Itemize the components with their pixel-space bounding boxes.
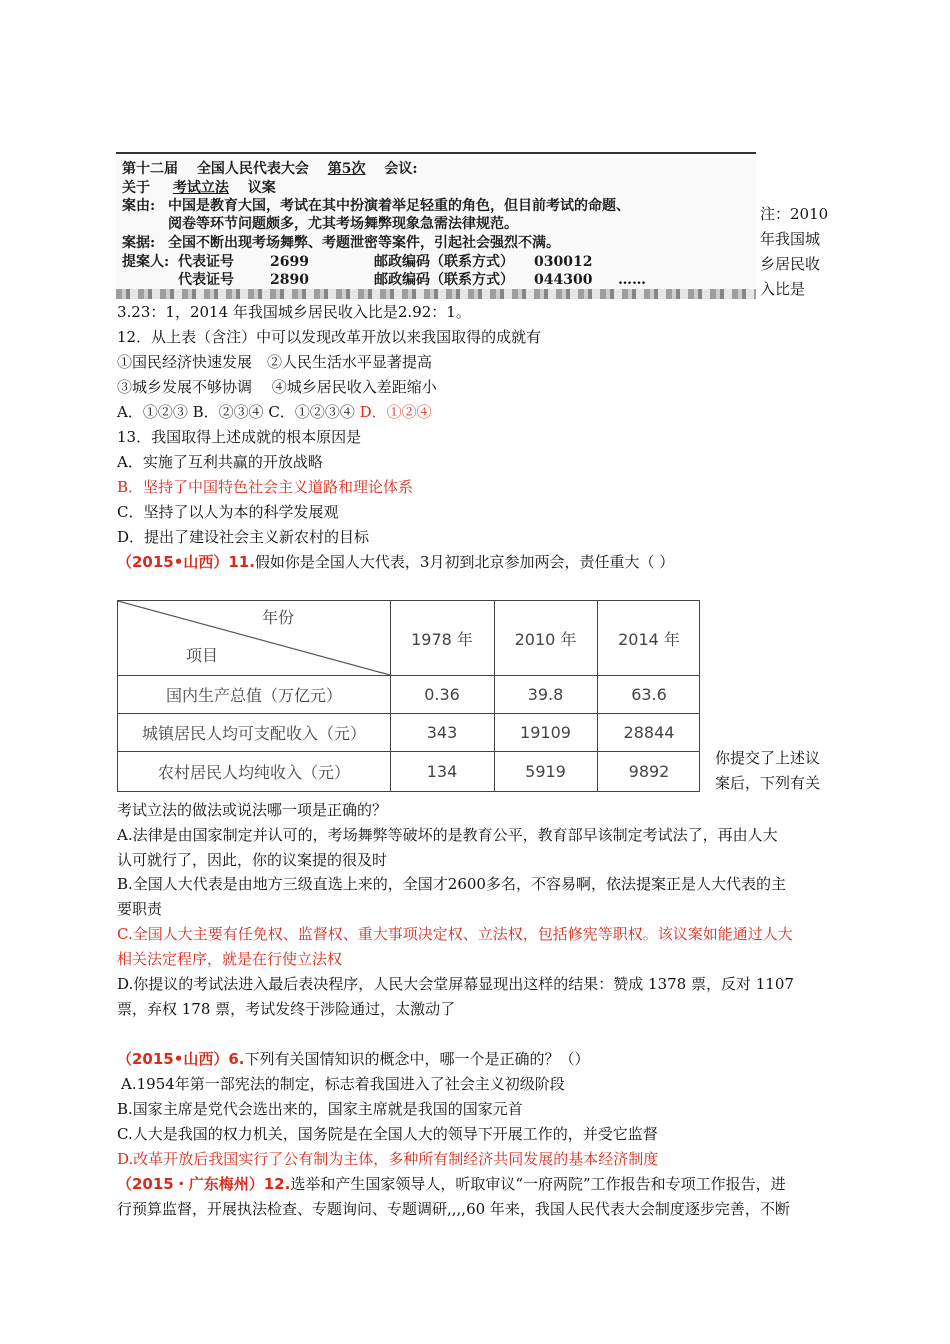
q6-stem: 下列有关国情知识的概念中，哪一个是正确的？（） (244, 1050, 590, 1068)
row-rural-1978: 134 (426, 761, 458, 781)
q11-option-a-line-1: A.法律是由国家制定并认可的，考场舞弊等破坏的是教育公平，教育部早该制定考试法了，再由人大 (117, 826, 778, 844)
proposal-rep-2 (178, 271, 646, 289)
postal-code: 044300 (534, 272, 593, 288)
q6-option-a: A.1954年第一部宪法的制定，标志着我国进入了社会主义初级阶段 (121, 1075, 565, 1093)
q11-option-d-line-2: 票，弃权 178 票，考试发终于涉险通过，太激动了 (117, 1000, 456, 1018)
header-year-label: 年份 (261, 607, 294, 627)
row-urban-label: 城镇居民人均可支配收入（元） (141, 723, 366, 743)
proposal-session-line (122, 160, 418, 178)
side-note-line: 注：2010 (760, 205, 829, 223)
rep-id-label: 代表证号 (178, 272, 234, 288)
meeting-label: 会议: (384, 161, 418, 177)
q11-stem-continuation: 考试立法的做法或说法哪一项是正确的？ (117, 801, 388, 819)
proposal-subject: 考试立法 (172, 180, 229, 196)
q6-option-c: C.人大是我国的权力机关，国务院是在全国人大的领导下开展工作的，并受它监督 (117, 1125, 658, 1143)
q13-stem: 13．我国取得上述成就的根本原因是 (117, 428, 362, 446)
q6-option-d-answer: D.改革开放后我国实行了公有制为主体，多种所有制经济共同发展的基本经济制度 (117, 1150, 659, 1168)
q11-stem-line (117, 552, 674, 572)
q11-option-c-line-2-answer: 相关法定程序，就是在行使立法权 (117, 950, 343, 968)
row-gdp-label: 国内生产总值（万亿元） (165, 685, 342, 705)
q12b-line-1 (117, 1174, 786, 1194)
q12-answer: D．①②④ (359, 403, 432, 421)
proposal-reason-2: 阅卷等环节问题颇多，尤其考场舞弊现象急需法律规范。 (168, 216, 518, 232)
proposal-type: 议案 (247, 180, 276, 196)
q6-option-b: B.国家主席是党代会选出来的，国家主席就是我国的国家元首 (117, 1100, 523, 1118)
proposal-reason-1: 中国是教育大国，考试在其中扮演着举足轻重的角色，但目前考试的命题、 (168, 198, 630, 214)
row-gdp-2010: 39.8 (527, 684, 564, 704)
postal-label: 邮政编码（联系方式） (374, 272, 514, 288)
q13-option-d: D．提出了建设社会主义新农村的目标 (117, 528, 370, 546)
postal-label: 邮政编码（联系方式） (374, 254, 514, 270)
q12-option-line-2: ③城乡发展不够协调 ④城乡居民收入差距缩小 (117, 378, 437, 396)
side-note-line: 年我国城 (760, 230, 821, 248)
row-rural-2010: 5919 (525, 761, 566, 781)
session-number: 第十二届 (122, 161, 178, 177)
proposal-basis-label: 案据: (122, 235, 156, 251)
q13-option-b-answer: B．坚持了中国特色社会主义道路和理论体系 (117, 478, 414, 496)
congress-name: 全国人民代表大会 (196, 161, 309, 177)
q6-stem-line (117, 1049, 590, 1069)
q13-option-a: A．实施了互利共赢的开放战略 (117, 453, 323, 471)
year-2014: 2014 年 (618, 629, 680, 649)
income-data-table (117, 600, 700, 792)
year-1978: 1978 年 (411, 629, 473, 649)
meeting-number: 第5次 (327, 161, 366, 177)
year-2010: 2010 年 (514, 629, 577, 649)
q12b-source: （2015・广东梅州）12. (117, 1175, 291, 1193)
side-note (760, 202, 828, 302)
proposal-basis: 全国不断出现考场舞弊、考题泄密等案件，引起社会强烈不满。 (168, 235, 560, 251)
ellipsis: …… (618, 272, 646, 288)
q12-note-continuation: 3.23：1，2014 年我国城乡居民收入比是2.92：1。 (117, 303, 471, 321)
proposal-reason-label: 案由: (122, 198, 156, 214)
row-rural-label: 农村居民人均纯收入（元） (157, 762, 350, 782)
q12-option-line-1: ①国民经济快速发展 ②人民生活水平显著提高 (117, 353, 433, 371)
q11-side-line: 你提交了上述议 (715, 749, 821, 767)
q12-choices-abc: A．①②③ B．②③④ C．①②③④ (117, 403, 355, 421)
scan-cutoff-text (116, 289, 756, 299)
row-rural-2014: 9892 (628, 761, 670, 781)
q13-option-c: C．坚持了以人为本的科学发展观 (117, 503, 339, 521)
row-urban-2010: 19109 (520, 722, 571, 742)
q11-option-b-line-1: B.全国人大代表是由地方三级直选上来的，全国才2600多名，不容易啊，依法提案正是人大代表的主 (117, 875, 786, 893)
q11-stem: 假如你是全国人大代表，3月初到北京参加两会，责任重大（ ） (254, 553, 675, 571)
proposal-rep-1 (178, 253, 593, 271)
row-urban-2014: 28844 (623, 722, 675, 742)
proposal-image (116, 152, 756, 299)
q11-side-text (715, 746, 820, 796)
rep-id: 2890 (270, 272, 309, 288)
row-urban-1978: 343 (426, 722, 458, 742)
q11-side-line: 案后，下列有关 (715, 774, 821, 792)
side-note-line: 乡居民收 (760, 255, 821, 273)
q12-choices (117, 402, 432, 422)
proposal-proposer-label: 提案人: (122, 254, 170, 270)
row-gdp-2014: 63.6 (631, 684, 667, 704)
about-label: 关于 (122, 180, 150, 196)
postal-code: 030012 (534, 254, 593, 270)
q11-option-b-line-2: 要职责 (117, 900, 163, 918)
q11-option-a-line-2: 认可就行了，因此，你的议案提的很及时 (117, 851, 388, 869)
q11-source: （2015•山西）11. (117, 553, 255, 571)
row-gdp-1978: 0.36 (424, 684, 460, 704)
q12b-line-2: 行预算监督，开展执法检查、专题询问、专题调研,,,,60 年来，我国人民代表大会制度逐步完善，不断 (117, 1200, 790, 1218)
q11-option-d-line-1: D.你提议的考试法进入最后表决程序，人民大会堂屏幕显现出这样的结果：赞成 1378 票，反对 1107 (117, 975, 794, 993)
proposal-subject-line (122, 179, 276, 197)
rep-id: 2699 (270, 254, 309, 270)
q11-option-c-line-1-answer: C.全国人大主要有任免权、监督权、重大事项决定权、立法权，包括修宪等职权。该议案如能通过人大 (117, 925, 793, 943)
side-note-line: 入比是 (760, 280, 806, 298)
q6-source: （2015•山西）6. (117, 1050, 245, 1068)
q12b-text-1: 选举和产生国家领导人，听取审议“一府两院”工作报告和专项工作报告，进 (290, 1175, 786, 1193)
rep-id-label: 代表证号 (178, 254, 234, 270)
q12-stem: 12．从上表（含注）中可以发现改革开放以来我国取得的成就有 (117, 328, 542, 346)
header-item-label: 项目 (185, 645, 218, 665)
